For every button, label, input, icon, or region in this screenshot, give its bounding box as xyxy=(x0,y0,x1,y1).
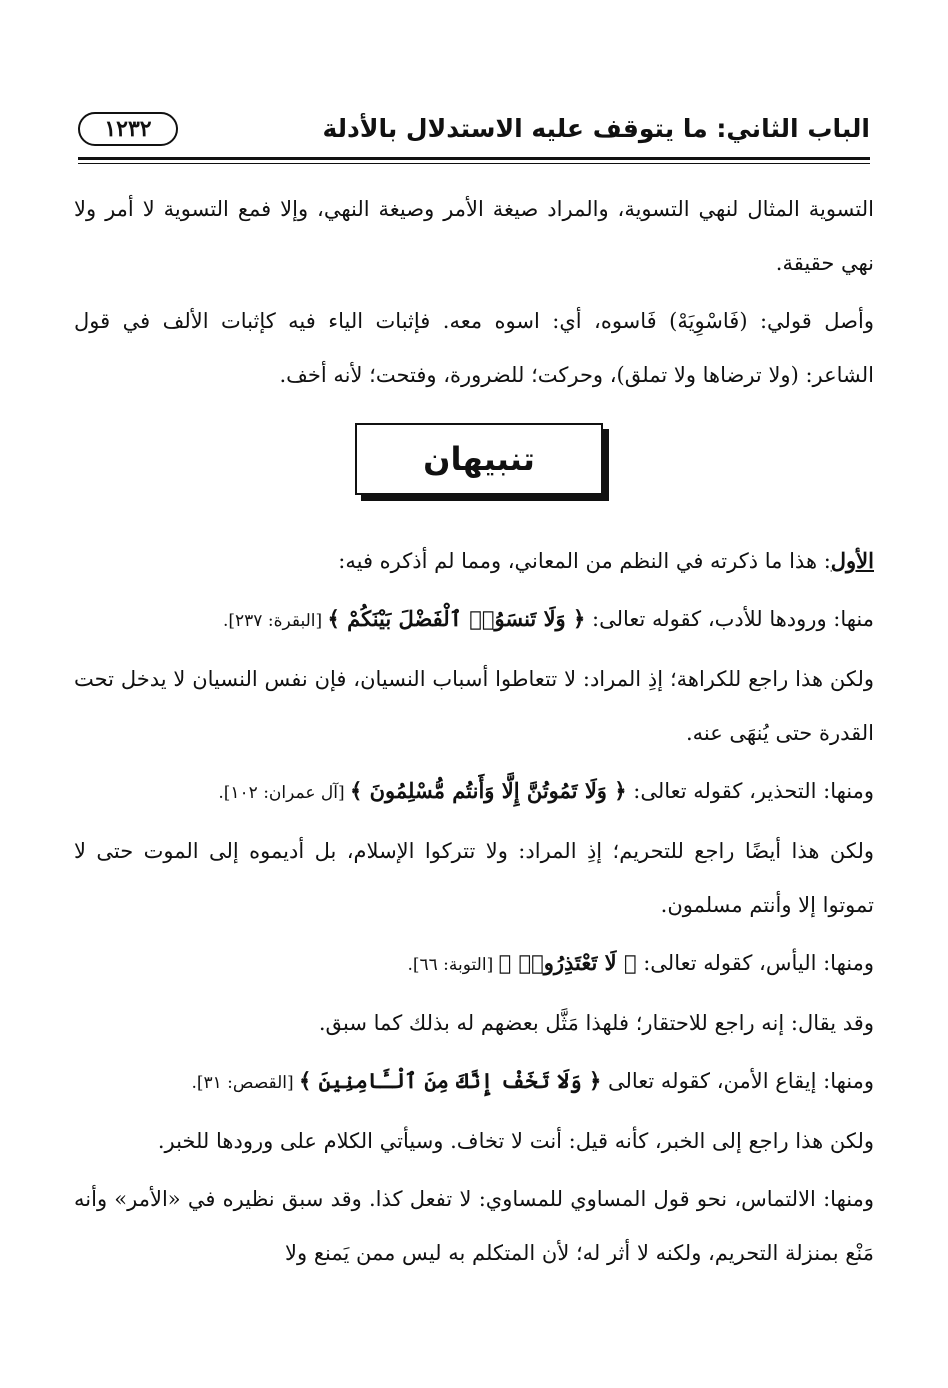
paragraph-text: ومنها: التحذير، كقوله تعالى: xyxy=(626,779,874,803)
paragraph: ولكن هذا أيضًا راجع للتحريم؛ إذِ المراد: ولا تتركوا الإسلام، بل أديموه إلى الموت حتى لا تموتوا إلا وأنتم مسلمون. xyxy=(74,839,874,917)
paragraph: ولكن هذا راجع إلى الخبر، كأنه قيل: أنت لا تخاف. وسيأتي الكلام على ورودها للخبر. xyxy=(157,1129,874,1153)
paragraph-text: : هذا ما ذكرته في النظم من المعاني، ومما لم أذكره فيه: xyxy=(338,549,831,573)
intro-block xyxy=(74,182,874,402)
quran-verse: ﴿ وَلَا تَمُوتُنَّ إِلَّا وَأَنتُم مُّسْلِمُونَ ﴾ xyxy=(350,778,627,803)
paragraph: التسوية المثال لنهي التسوية، والمراد صيغة الأمر وصيغة النهي، وإلا فمع التسوية لا أمر ولا نهي حقيقة. xyxy=(74,197,874,275)
section-heading-box xyxy=(355,423,603,495)
paragraph xyxy=(74,764,874,820)
quran-verse: ﴿ وَلَا تَنسَوُا۟ ٱلْفَضْلَ بَيْنَكُمْ ﴾ xyxy=(327,606,586,631)
verse-reference: [التوبة: ٦٦]. xyxy=(407,955,499,975)
paragraph-text: ومنها: اليأس، كقوله تعالى: xyxy=(636,951,874,975)
verse-reference: [البقرة: ٢٣٧]. xyxy=(222,611,328,631)
page-header xyxy=(78,112,870,152)
quran-verse: ﴿ لَا تَعْتَذِرُوا۟ ﴾ xyxy=(498,950,637,975)
verse-reference: [القصص: ٣١]. xyxy=(191,1073,300,1093)
paragraph xyxy=(74,592,874,648)
quran-verse: ﴿ وَلَا تَخَفْ إِنَّكَ مِنَ ٱلْـَٔامِنِينَ ﴾ xyxy=(299,1068,602,1093)
paragraph: وأصل قولي: (فَاسْوِيَهْ) فَاسوه، أي: اسوه معه. فإثبات الياء فيه كإثبات الألف في قول الشاعر: (ولا ترضاها ولا تملق)، وحركت؛ للضرورة، وفتحت؛ لأنه أخف. xyxy=(74,309,874,387)
header-rule xyxy=(78,157,870,160)
paragraph-text: منها: ورودها للأدب، كقوله تعالى: xyxy=(585,607,874,631)
header-rule-thin xyxy=(78,163,870,164)
paragraph: وقد يقال: إنه راجع للاحتقار؛ فلهذا مَثَّل بعضهم له بذلك كما سبق. xyxy=(318,1011,874,1035)
paragraph: ولكن هذا راجع للكراهة؛ إذِ المراد: لا تتعاطوا أسباب النسيان، فإن نفس النسيان لا يدخل تحت القدرة حتى يُنهَى عنه. xyxy=(74,667,875,745)
running-title: الباب الثاني: ما يتوقف عليه الاستدلال بالأدلة xyxy=(322,114,870,143)
page-number: ١٢٣٢ xyxy=(78,112,178,146)
main-text xyxy=(74,534,874,1280)
paragraph xyxy=(74,936,874,992)
paragraph: ومنها: الالتماس، نحو قول المساوي للمساوي: لا تفعل كذا. وقد سبق نظيره في «الأمر» وأنه مَنْع بمنزلة التحريم، ولكنه لا أثر له؛ لأن المتكلم به ليس ممن يَمنع ولا xyxy=(74,1187,874,1265)
verse-reference: [آل عمران: ١٠٢]. xyxy=(218,783,351,803)
lead-word: الأول xyxy=(830,548,874,573)
paragraph xyxy=(74,534,874,588)
paragraph-text: ومنها: إيقاع الأمن، كقوله تعالى xyxy=(601,1069,874,1093)
section-title: تنبيهان xyxy=(423,440,535,478)
paragraph xyxy=(74,1054,874,1110)
